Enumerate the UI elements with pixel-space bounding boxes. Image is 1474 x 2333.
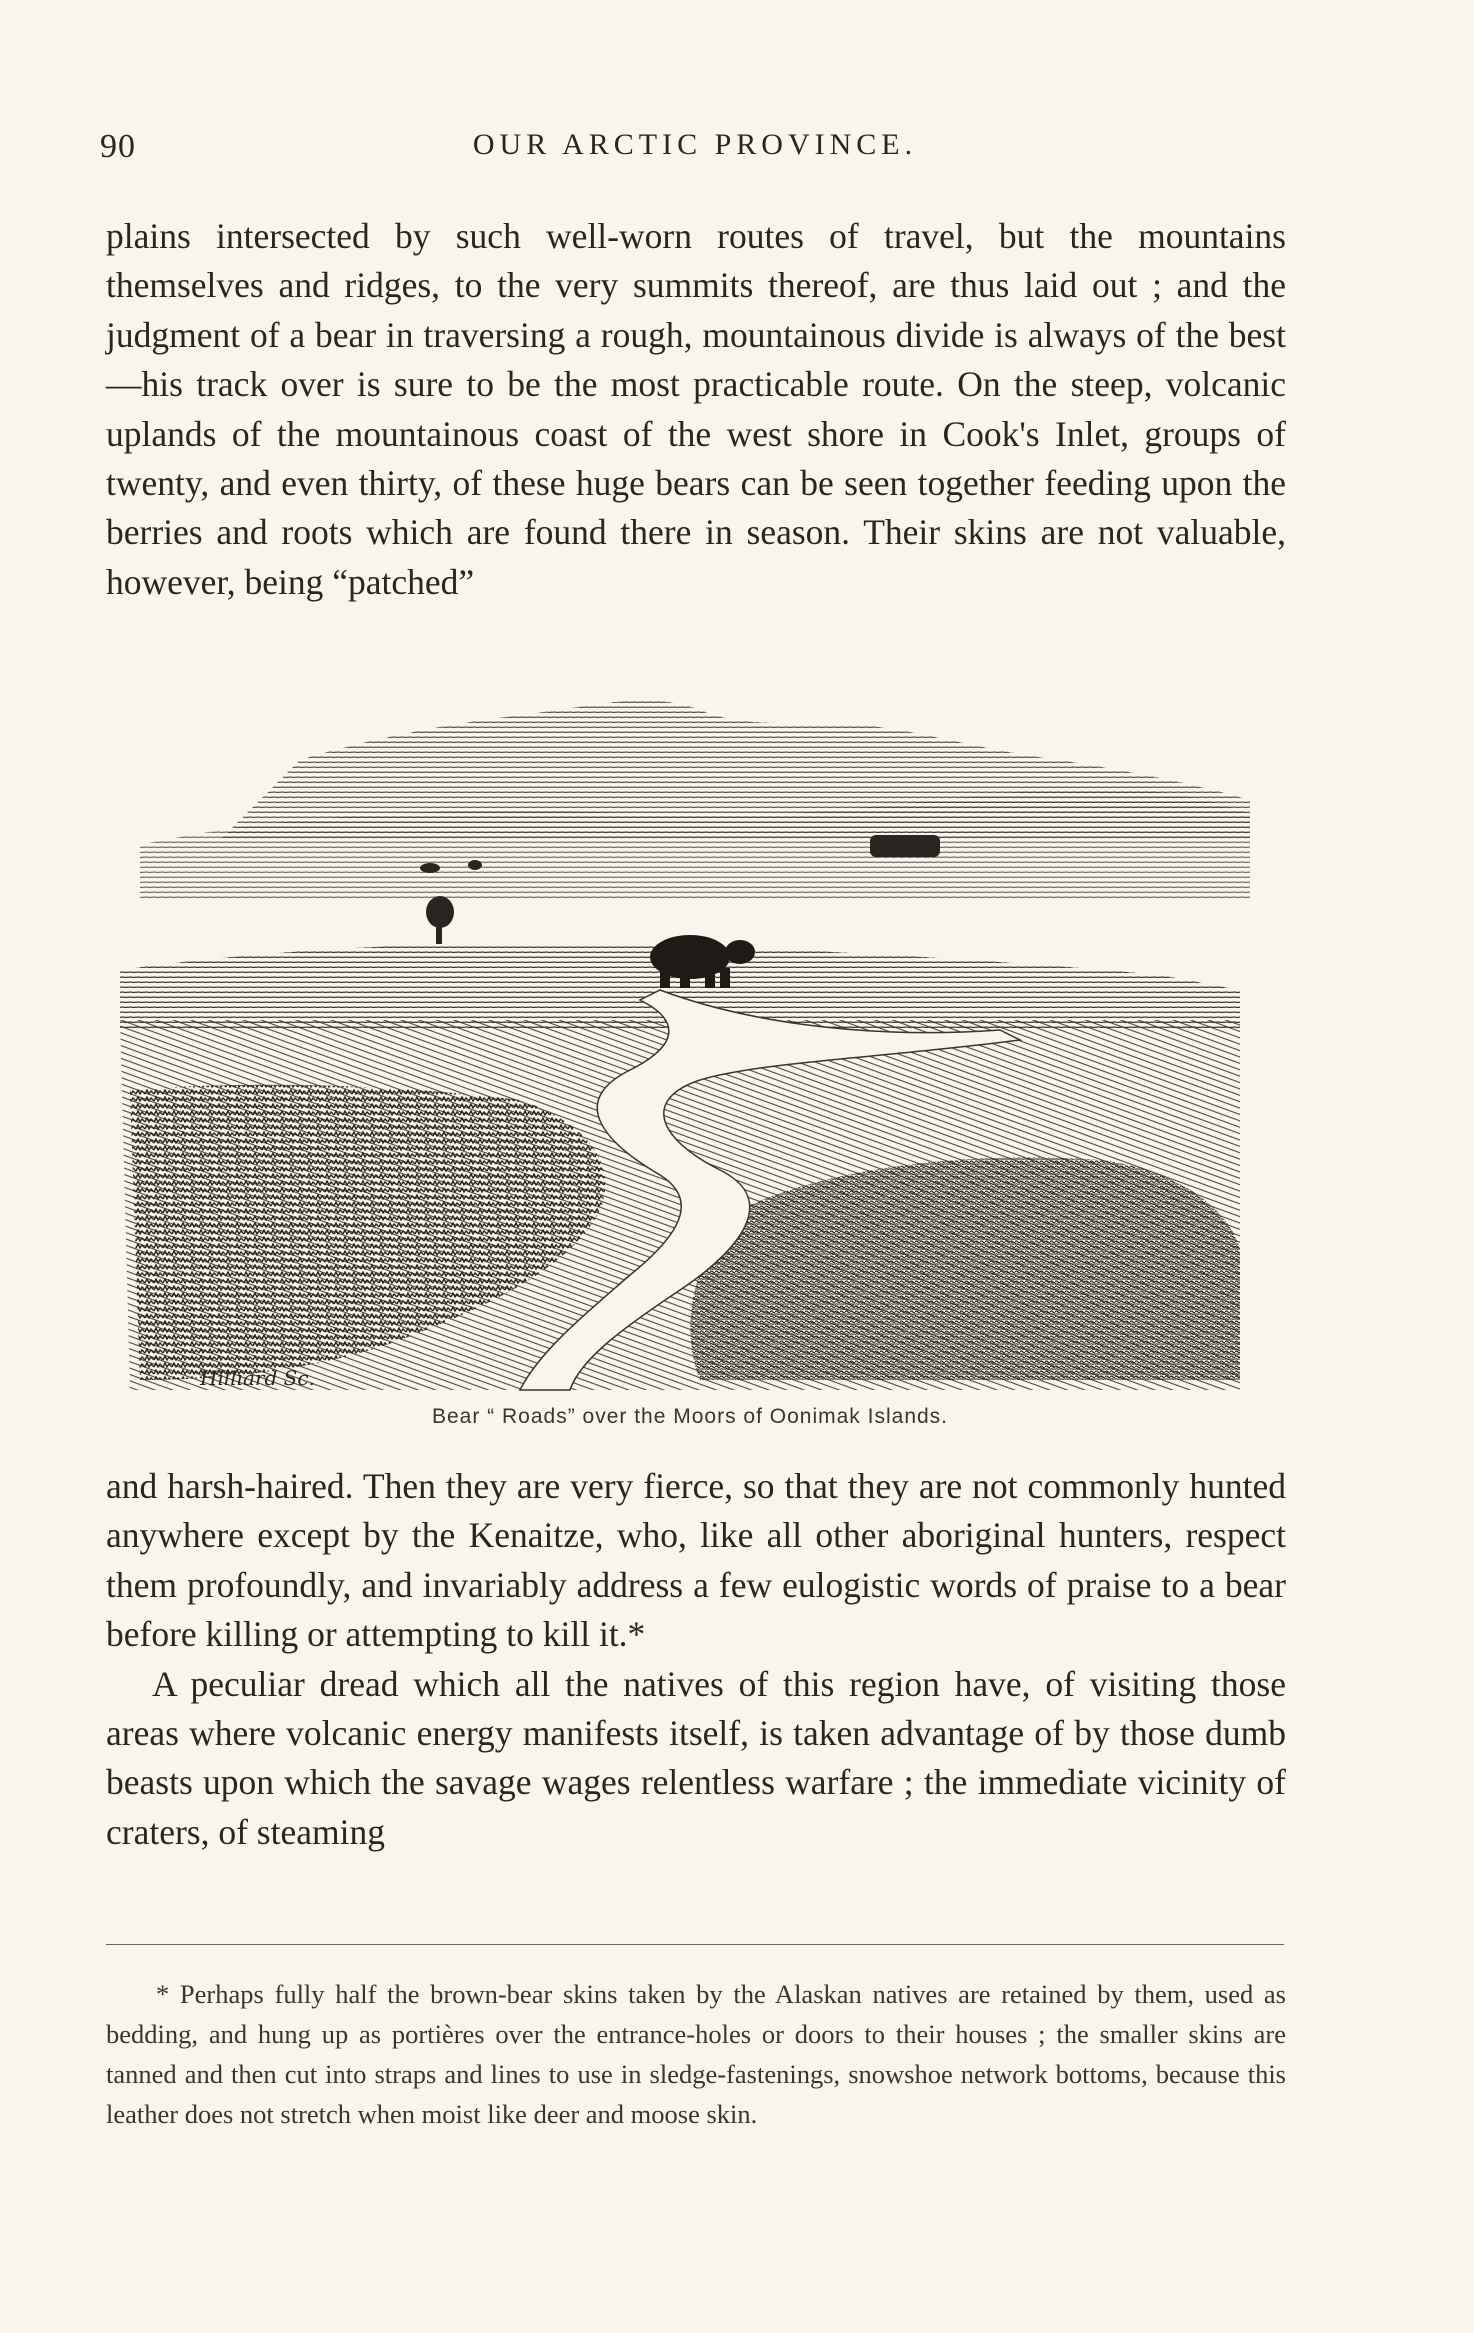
- paragraph: A peculiar dread which all the natives of this region have, of visiting those areas where volcanic energy manifests itself, is taken advantage of by those dumb beasts upon which the savage wages relentless warfare ; the immediate vicinity of craters, of steaming: [106, 1663, 1286, 1852]
- running-title: OUR ARCTIC PROVINCE.: [472, 128, 918, 161]
- body-text-upper: [106, 212, 1286, 607]
- page-number: 90: [100, 128, 136, 165]
- page-header: [100, 128, 1290, 188]
- distant-bear: [426, 896, 454, 944]
- footnote-rule: [106, 1944, 1284, 1945]
- body-text-lower: [106, 1462, 1286, 1857]
- engraving-figure: [100, 690, 1280, 1395]
- paragraph: plains intersected by such well-worn routes of travel, but the mountains themselves and ridges, to the very summits thereof, are thus laid out ; and the judgment of a bear in traversing a rough, mountainous divide is always of the best—his track over is sure to be the most practicable route. On the steep, volcanic uplands of the mountainous coast of the west shore in Cook's Inlet, groups of twenty, and even thirty, of these huge bears can be seen together feeding upon the berries and roots which are found there in season. Their skins are not valuable, however, being “patched”: [106, 216, 1286, 602]
- engraver-signature: Hilliard Sc.: [200, 1366, 315, 1390]
- footnote-text: * Perhaps fully half the brown-bear skins taken by the Alaskan natives are retained by them, used as bedding, and hung up as portières over the entrance-holes or doors to their houses ; the smaller skins are tanned and then cut into straps and lines to use in sledge-fastenings, snowshoe network bottoms, because this leather does not stretch when moist like deer and moose skin.: [106, 1979, 1286, 2129]
- paragraph: and harsh-haired. Then they are very fierce, so that they are not commonly hunted anywhere except by the Kenaitze, who, like all other aboriginal hunters, respect them profoundly, and invariably address a few eulogistic words of praise to a bear before killing or attempting to kill it.*: [106, 1466, 1286, 1655]
- bear-roads-engraving: [100, 690, 1280, 1395]
- footnote: [106, 1974, 1286, 2134]
- figure-caption: Bear “ Roads” over the Moors of Oonimak Islands.: [431, 1405, 949, 1428]
- hut: [870, 835, 940, 857]
